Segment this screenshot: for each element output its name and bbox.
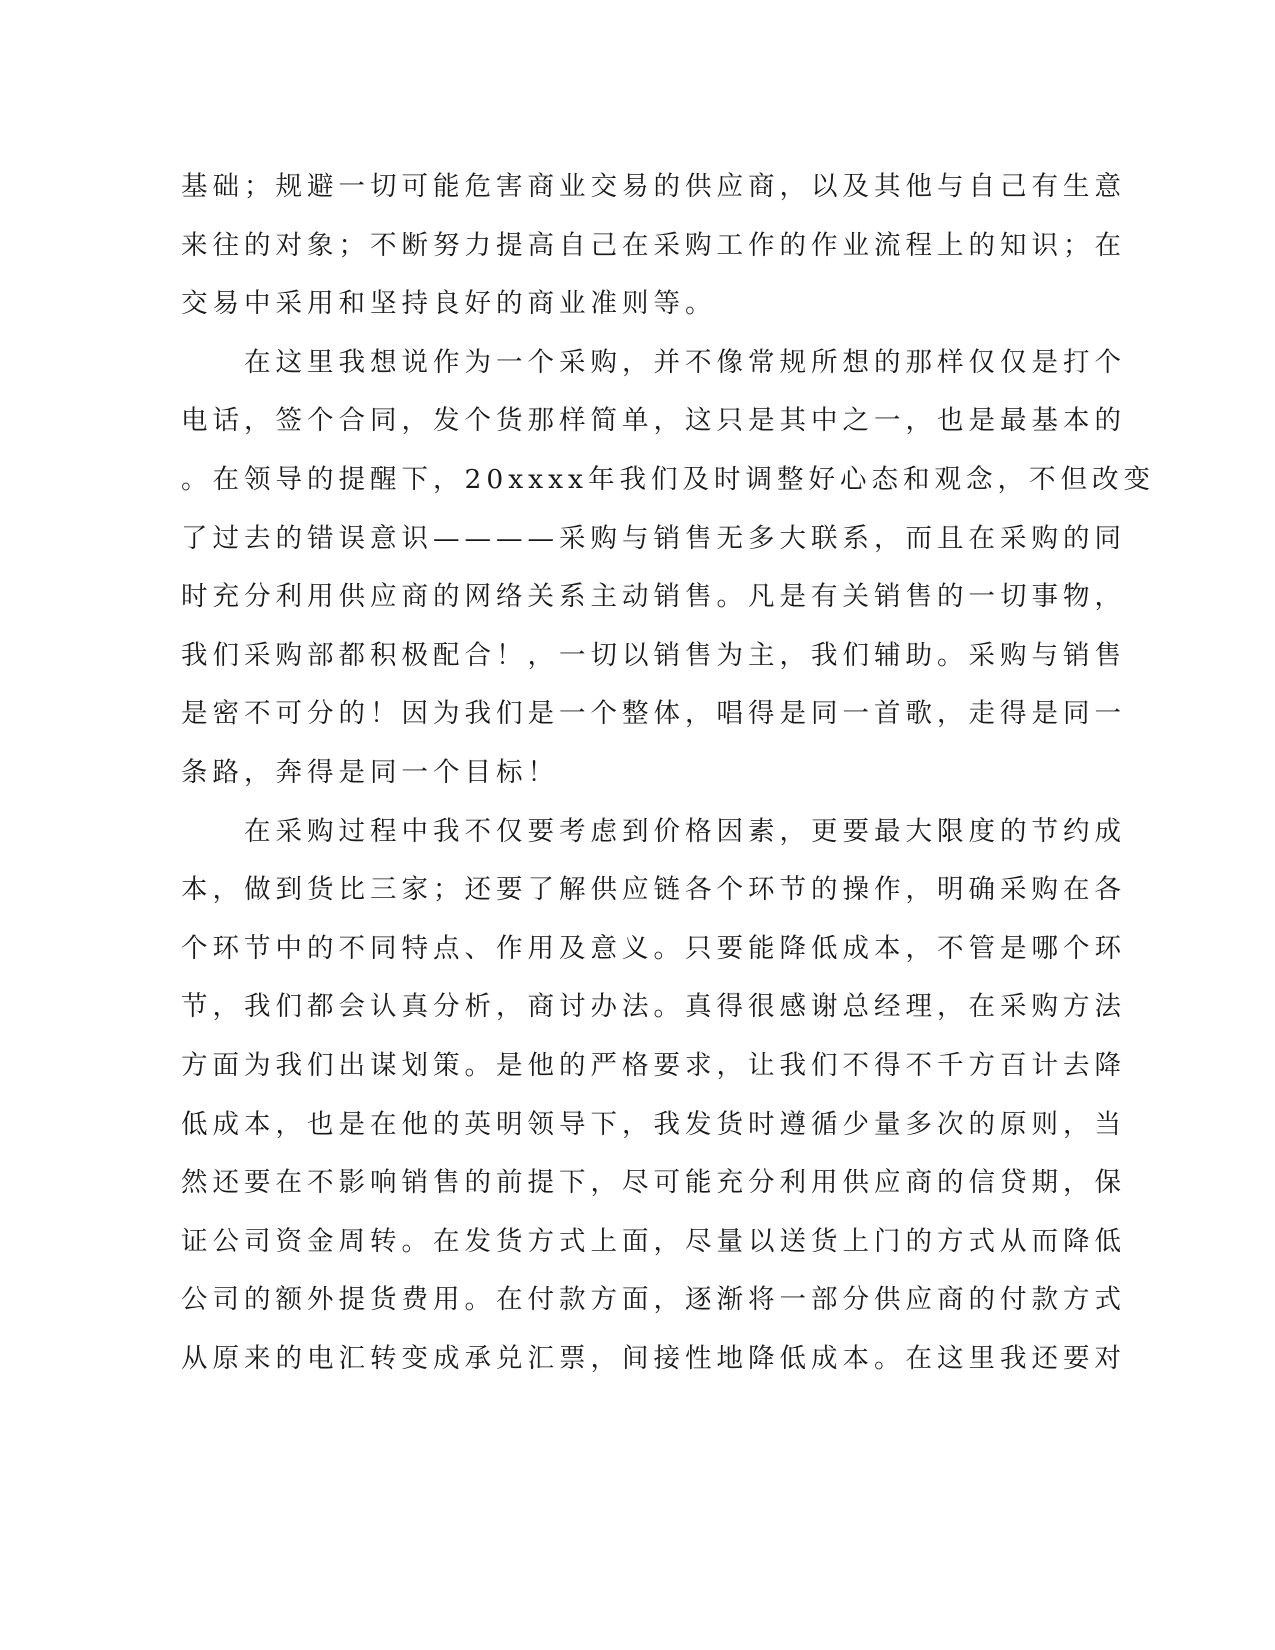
body-text [181,158,1156,1388]
text-line: 条路，奔得是同一个目标！ [181,756,559,788]
text-line: 。在领导的提醒下，20xxxx年我们及时调整好心态和观念，不但改变 [181,463,1156,495]
text-line: 公司的额外提货费用。在付款方面，逐渐将一部分供应商的付款方式 [181,1284,1126,1316]
text-line: 节，我们都会认真分析，商讨办法。真得很感谢总经理，在采购方法 [181,991,1126,1023]
text-line: 是密不可分的！因为我们是一个整体，唱得是同一首歌，走得是同一 [181,698,1126,730]
text-line: 在采购过程中我不仅要考虑到价格因素，更要最大限度的节约成 [181,815,1126,847]
text-line: 时充分利用供应商的网络关系主动销售。凡是有关销售的一切事物， [181,581,1126,613]
text-line: 然还要在不影响销售的前提下，尽可能充分利用供应商的信贷期，保 [181,1167,1126,1199]
text-line: 电话，签个合同，发个货那样简单，这只是其中之一，也是最基本的 [181,405,1126,437]
text-line: 低成本，也是在他的英明领导下，我发货时遵循少量多次的原则，当 [181,1108,1126,1140]
text-line: 来往的对象；不断努力提高自己在采购工作的作业流程上的知识；在 [181,229,1126,261]
text-line: 从原来的电汇转变成承兑汇票，间接性地降低成本。在这里我还要对 [181,1342,1126,1374]
text-line: 证公司资金周转。在发货方式上面，尽量以送货上门的方式从而降低 [181,1225,1126,1257]
text-line: 交易中采用和坚持良好的商业准则等。 [181,288,717,320]
text-line: 本，做到货比三家；还要了解供应链各个环节的操作，明确采购在各 [181,874,1126,906]
text-line: 我们采购部都积极配合！，一切以销售为主，我们辅助。采购与销售 [181,639,1126,671]
text-line: 个环节中的不同特点、作用及意义。只要能降低成本，不管是哪个环 [181,932,1126,964]
text-line: 基础；规避一切可能危害商业交易的供应商，以及其他与自己有生意 [181,171,1126,202]
text-line: 在这里我想说作为一个采购，并不像常规所想的那样仅仅是打个 [181,346,1126,378]
text-line: 了过去的错误意识————采购与销售无多大联系，而且在采购的同 [181,522,1126,554]
text-line: 方面为我们出谋划策。是他的严格要求，让我们不得不千方百计去降 [181,1049,1126,1081]
